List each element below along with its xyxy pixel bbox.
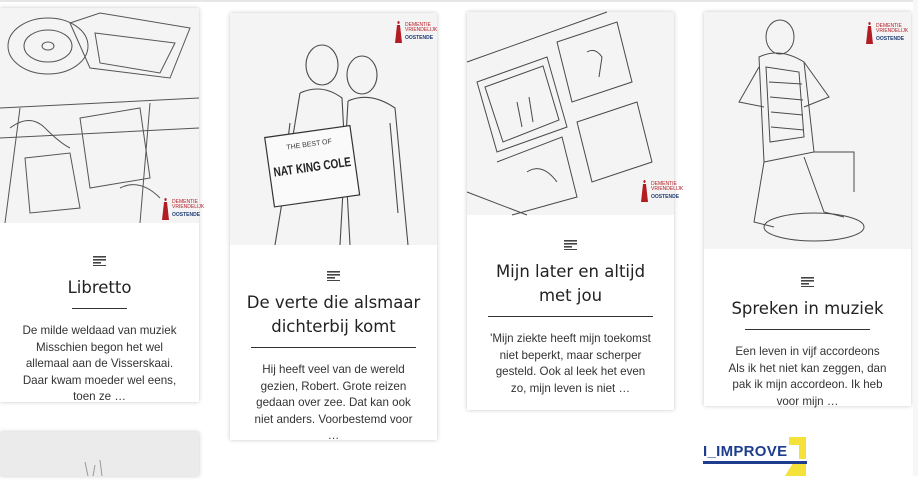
card-illustration[interactable] xyxy=(467,12,684,215)
red-figure-icon xyxy=(162,198,169,220)
article-card-mijn-later[interactable] xyxy=(467,12,684,410)
dementievriendelijk-logo: DEMENTIE VRIENDELIJK OOSTENDE xyxy=(162,198,204,220)
page-scrollbar[interactable] xyxy=(913,0,918,476)
dementievriendelijk-logo: DEMENTIE VRIENDELIJK OOSTENDE xyxy=(395,21,437,43)
article-card-de-verte[interactable] xyxy=(230,13,437,440)
article-card-next-row[interactable] xyxy=(0,432,199,476)
cover-text-small: THE BEST OF xyxy=(286,138,333,152)
record-player-sketch xyxy=(0,8,199,223)
red-figure-icon xyxy=(641,180,648,202)
card-title[interactable]: Libretto xyxy=(67,278,132,297)
top-divider xyxy=(0,0,918,2)
card-illustration[interactable] xyxy=(0,8,205,223)
card-illustration-partial xyxy=(0,432,199,476)
accordion-player-sketch xyxy=(704,12,911,249)
text-lines-icon xyxy=(801,277,814,287)
card-excerpt: Hij heeft veel van de wereld gezien, Robert. Grote reizen gedaan over zee. Dat kan ook niet anders. Voorbestemd voor … xyxy=(254,363,413,442)
red-figure-icon xyxy=(866,22,873,44)
card-excerpt: Een leven in vijf accordeons Als ik het niet kan zeggen, dan pak ik mijn accordeon. Ik heb voor mijn … xyxy=(728,345,887,408)
dementievriendelijk-logo: DEMENTIE VRIENDELIJK OOSTENDE xyxy=(641,180,683,202)
cover-text-large: NAT KING COLE xyxy=(272,150,376,180)
i-improve-logo[interactable] xyxy=(703,437,813,476)
card-title[interactable]: De verte die alsmaar dichterbij komt xyxy=(246,293,421,336)
red-figure-icon xyxy=(395,21,402,43)
two-men-sketch xyxy=(230,13,437,245)
improve-logo-text: I_IMPROVE xyxy=(703,443,788,460)
title-underline xyxy=(488,316,653,317)
title-underline xyxy=(251,347,416,348)
article-card-libretto[interactable] xyxy=(0,8,205,403)
card-title[interactable]: Spreken in muziek xyxy=(731,299,884,318)
card-illustration[interactable] xyxy=(704,12,911,249)
text-lines-icon xyxy=(327,271,340,281)
title-underline xyxy=(745,329,870,330)
card-excerpt: 'Mijn ziekte heeft mijn toekomst niet beperkt, maar scherper gesteld. Ook al leek het even zo, mijn leven is niet … xyxy=(490,332,651,395)
dementievriendelijk-logo: DEMENTIE VRIENDELIJK OOSTENDE xyxy=(866,22,908,44)
card-illustration[interactable] xyxy=(230,13,437,245)
text-lines-icon xyxy=(93,256,106,266)
title-underline xyxy=(72,308,127,309)
improve-logo-underline xyxy=(703,461,807,464)
text-lines-icon xyxy=(564,240,577,250)
card-title[interactable]: Mijn later en altijd met jou xyxy=(495,262,646,305)
card-excerpt: De milde weldaad van muziek Misschien begon het wel allemaal aan de Visserskaai. Daar kwam moeder wel eens, toen ze … xyxy=(22,324,177,403)
article-card-spreken[interactable] xyxy=(704,12,911,406)
